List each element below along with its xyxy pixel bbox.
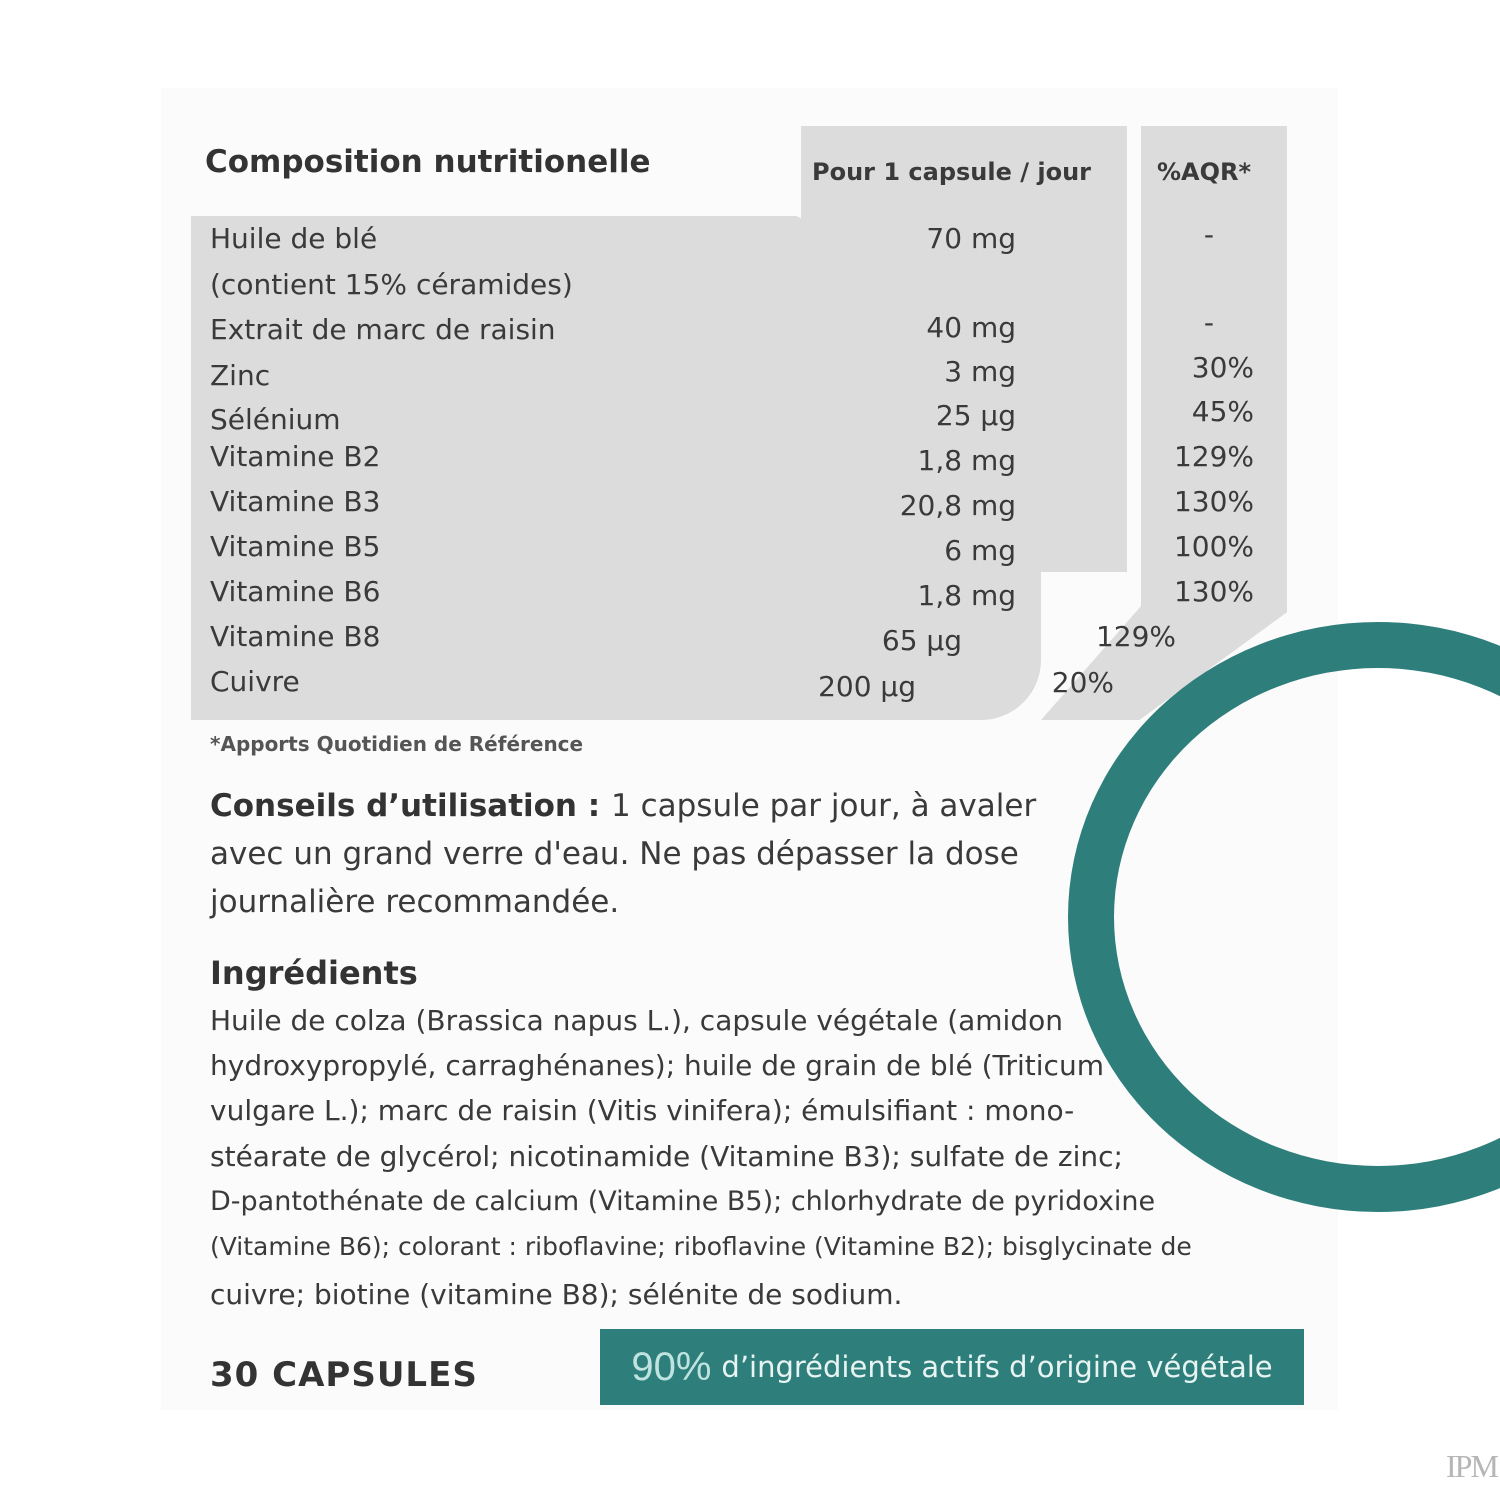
row-aqr: 30%: [1191, 351, 1254, 384]
ingredients-line: D-pantothénate de calcium (Vitamine B5); chlorhydrate de pyridoxine: [210, 1186, 1156, 1217]
column-header-per-capsule: Pour 1 capsule / jour: [812, 158, 1091, 186]
row-amount: 1,8 mg: [917, 579, 1016, 612]
row-aqr: 45%: [1191, 395, 1254, 428]
usage-text: 1 capsule par jour, à avaler: [611, 788, 1037, 824]
ingredients-line: vulgare L.); marc de raisin (Vitis vinifera); émulsifiant : mono-: [210, 1094, 1075, 1127]
capsule-count: 30 CAPSULES: [210, 1355, 478, 1395]
ingredients-line: hydroxypropylé, carraghénanes); huile de grain de blé (Triticum: [210, 1049, 1104, 1082]
row-name: Vitamine B2: [210, 440, 381, 473]
vegetal-origin-badge: [600, 1329, 1304, 1405]
row-aqr: 129%: [1095, 620, 1176, 653]
row-aqr: 20%: [1051, 666, 1114, 699]
ingredients-line: cuivre; biotine (vitamine B8); sélénite de sodium.: [210, 1278, 903, 1311]
watermark-logo: IPM: [1446, 1448, 1497, 1484]
row-name: Sélénium: [210, 403, 341, 436]
row-amount: 40 mg: [926, 311, 1016, 344]
row-amount: 20,8 mg: [899, 489, 1016, 522]
ingredients-title: Ingrédients: [210, 954, 418, 992]
composition-title: Composition nutritionelle: [205, 144, 651, 180]
row-amount: 65 µg: [881, 624, 962, 657]
row-aqr: 100%: [1173, 530, 1254, 563]
row-aqr: 130%: [1173, 485, 1254, 518]
usage-line-1: [210, 788, 1036, 824]
row-aqr: 129%: [1173, 440, 1254, 473]
ingredients-line: (Vitamine B6); colorant : riboflavine; riboflavine (Vitamine B2); bisglycinate de: [210, 1232, 1192, 1261]
row-name: Zinc: [210, 359, 271, 392]
usage-line-3: journalière recommandée.: [210, 884, 620, 920]
row-name: Vitamine B5: [210, 530, 381, 563]
row-amount: 25 µg: [935, 399, 1016, 432]
ingredients-line: Huile de colza (Brassica napus L.), capsule végétale (amidon: [210, 1004, 1063, 1037]
row-aqr: -: [1203, 306, 1214, 339]
row-name: Vitamine B6: [210, 575, 381, 608]
column-header-aqr: %AQR*: [1157, 158, 1252, 186]
row-amount: 70 mg: [926, 222, 1016, 255]
row-amount: 200 µg: [818, 670, 916, 703]
row-sub: (contient 15% céramides): [210, 268, 573, 301]
usage-label: Conseils d’utilisation :: [210, 788, 611, 824]
row-amount: 3 mg: [944, 355, 1016, 388]
usage-line-2: avec un grand verre d'eau. Ne pas dépasser la dose: [210, 836, 1019, 872]
row-name: Extrait de marc de raisin: [210, 313, 556, 346]
row-amount: 6 mg: [944, 534, 1016, 567]
ingredients-line: stéarate de glycérol; nicotinamide (Vitamine B3); sulfate de zinc;: [210, 1140, 1123, 1173]
row-name: Vitamine B3: [210, 485, 381, 518]
table-footnote: *Apports Quotidien de Référence: [210, 732, 584, 756]
row-amount: 1,8 mg: [917, 444, 1016, 477]
badge-text: d’ingrédients actifs d’origine végétale: [721, 1350, 1273, 1384]
row-name: Cuivre: [210, 665, 300, 698]
row-aqr: 130%: [1173, 575, 1254, 608]
row-name: Vitamine B8: [210, 620, 381, 653]
row-name: Huile de blé: [210, 222, 378, 255]
badge-percent: 90%: [631, 1344, 712, 1389]
row-aqr: -: [1203, 218, 1214, 251]
